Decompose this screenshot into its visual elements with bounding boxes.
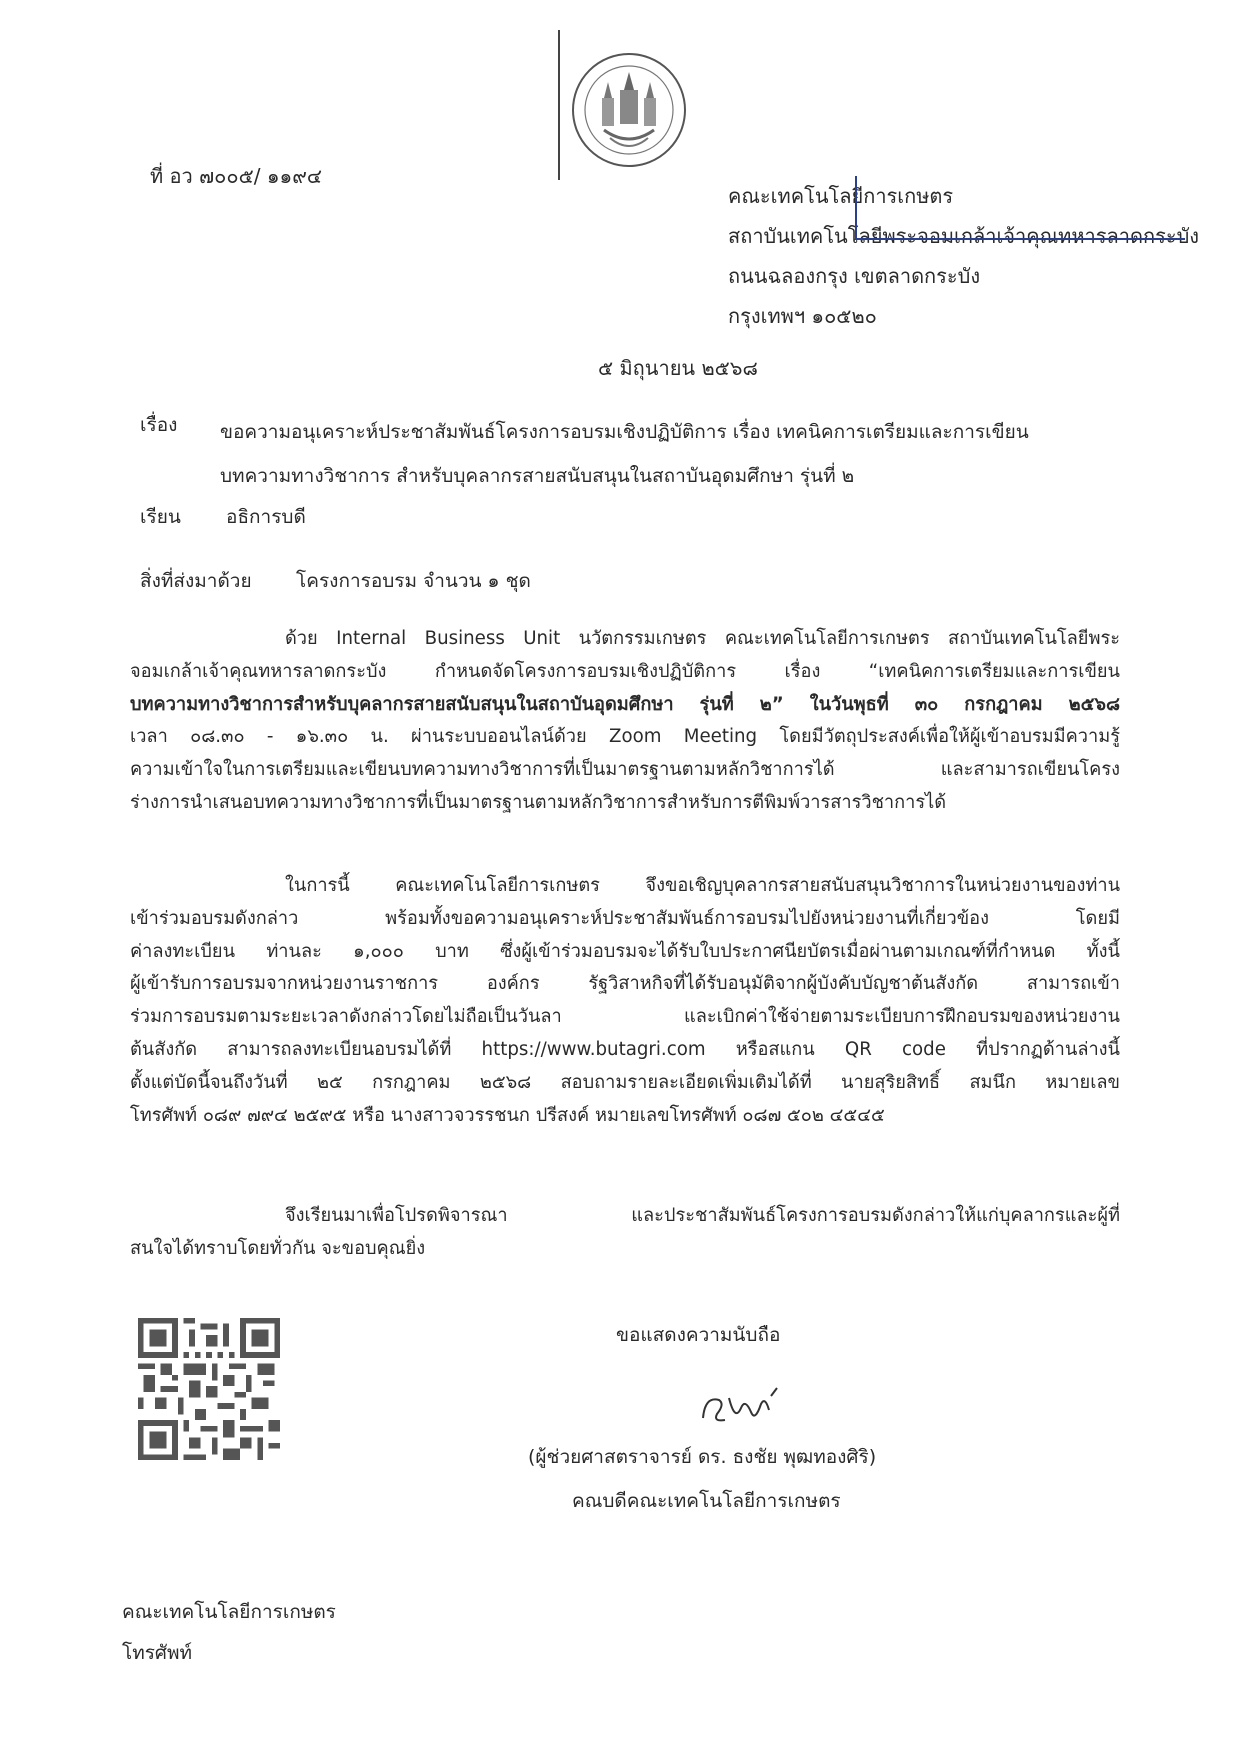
subject-text (220, 410, 1029, 498)
paragraph-line: ความเข้าใจในการเตรียมและเขียนบทความทางวิชาการที่เป็นมาตรฐานตามหลักวิชาการได้ และสามารถเขียนโครง (130, 759, 1120, 781)
recipient-label: เรียน (140, 506, 181, 528)
paragraph-intro (130, 623, 1120, 820)
signer-position: คณบดีคณะเทคโนโลยีการเกษตร (572, 1490, 841, 1512)
paragraph-line: เวลา ๐๘.๓๐ - ๑๖.๓๐ น. ผ่านระบบออนไลน์ด้วย Zoom Meeting โดยมีวัตถุประสงค์เพื่อให้ผู้เข้าอบรมมีความรู้ (130, 726, 1120, 748)
sender-line: คณะเทคโนโลยีการเกษตร (728, 184, 954, 208)
paragraph-line: ค่าลงทะเบียน ท่านละ ๑,๐๐๐ บาท ซึ่งผู้เข้าร่วมอบรมจะได้รับใบประกาศนียบัตรเมื่อผ่านตามเกณฑ์ที่กำหนด ทั้งนี้ (130, 940, 1120, 962)
paragraph-line: สนใจได้ทราบโดยทั่วกัน จะขอบคุณยิ่ง (130, 1237, 426, 1259)
subject-line: บทความทางวิชาการ สำหรับบุคลากรสายสนับสนุนในสถาบันอุดมศึกษา รุ่นที่ ๒ (220, 465, 855, 487)
paragraph-line: โทรศัพท์ ๐๘๙ ๗๙๔ ๒๕๙๕ หรือ นางสาวจวรรชนก ปรีสงค์ หมายเลขโทรศัพท์ ๐๘๗ ๕๐๒ ๔๕๔๕ (130, 1104, 885, 1126)
letter-date: ๕ มิถุนายน ๒๕๖๘ (598, 356, 758, 380)
paragraph-line: จึงเรียนมาเพื่อโปรดพิจารณา และประชาสัมพันธ์โครงการอบรมดังกล่าวให้แก่บุคลากรและผู้ที่ (285, 1205, 1120, 1226)
enclosure-value: โครงการอบรม จำนวน ๑ ชุด (296, 570, 531, 592)
paragraph-line: ร่วมการอบรมตามระยะเวลาดังกล่าวโดยไม่ถือเป็นวันลา และเบิกค่าใช้จ่ายตามระเบียบการฝึกอบรมของหน่วยงาน (130, 1006, 1120, 1028)
enclosure-row (140, 566, 531, 596)
registration-qr-code (138, 1318, 280, 1460)
subject-label: เรื่อง (140, 414, 178, 436)
sender-line: สถาบันเทคโนโลยีพระจอมเกล้าเจ้าคุณทหารลาดกระบัง (728, 224, 1200, 248)
footer-line: โทรศัพท์ (122, 1642, 193, 1664)
paragraph-line: จอมเกล้าเจ้าคุณทหารลาดกระบัง กำหนดจัดโครงการอบรมเชิงปฏิบัติการ เรื่อง “เทคนิคการเตรียมและการเขียน (130, 660, 1120, 682)
document-number: ที่ อว ๗๐๐๕/ ๑๑๙๔ (150, 164, 323, 188)
paragraph-line: ต้นสังกัด สามารถลงทะเบียนอบรมได้ที่ https://www.butagri.com หรือสแกน QR code ที่ปรากฏด้านล่างนี้ (130, 1038, 1120, 1060)
footer-line: คณะเทคโนโลยีการเกษตร (122, 1601, 336, 1623)
university-seal-icon (568, 38, 690, 188)
paragraph-line: บทความทางวิชาการสำหรับบุคลากรสายสนับสนุนในสถาบันอุดมศึกษา รุ่นที่ ๒” ในวันพุธที่ ๓๐ กรกฎาคม ๒๕๖๘ (130, 693, 1120, 715)
enclosure-label: สิ่งที่ส่งมาด้วย (140, 570, 252, 592)
footer-contact (122, 1592, 336, 1674)
paragraph-line: เข้าร่วมอบรมดังกล่าว พร้อมทั้งขอความอนุเคราะห์ประชาสัมพันธ์การอบรมไปยังหน่วยงานที่เกี่ยวข้อง โดยมี (130, 907, 1120, 929)
paragraph-line: ในการนี้ คณะเทคโนโลยีการเกษตร จึงขอเชิญบุคลากรสายสนับสนุนวิชาการในหน่วยงานของท่าน (285, 875, 1120, 896)
paragraph-closing (130, 1200, 1120, 1266)
recipient-row (140, 502, 306, 532)
pen-bracket-mark (855, 176, 1185, 240)
signer-name: (ผู้ช่วยศาสตราจารย์ ดร. ธงชัย พุฒทองศิริ) (528, 1446, 877, 1468)
paragraph-line: ผู้เข้ารับการอบรมจากหน่วยงานราชการ องค์กร รัฐวิสาหกิจที่ได้รับอนุมัติจากผู้บังคับบัญชาต้นสังกัด สามารถเข้า (130, 973, 1120, 995)
handwritten-signature (695, 1378, 795, 1438)
sender-line: กรุงเทพฯ ๑๐๕๒๐ (728, 304, 877, 328)
sender-line: ถนนฉลองกรุง เขตลาดกระบัง (728, 264, 981, 288)
paragraph-invitation (130, 870, 1120, 1132)
subject-line: ขอความอนุเคราะห์ประชาสัมพันธ์โครงการอบรมเชิงปฏิบัติการ เรื่อง เทคนิคการเตรียมและการเขียน (220, 421, 1029, 443)
recipient-value: อธิการบดี (226, 506, 306, 528)
paragraph-line: ด้วย Internal Business Unit นวัตกรรมเกษตร คณะเทคโนโลยีการเกษตร สถาบันเทคโนโลยีพระ (285, 628, 1120, 649)
closing-salutation: ขอแสดงความนับถือ (616, 1324, 781, 1346)
paragraph-line: ตั้งแต่บัดนี้จนถึงวันที่ ๒๕ กรกฎาคม ๒๕๖๘ สอบถามรายละเอียดเพิ่มเติมได้ที่ นายสุริยสิทธิ์ สมนึก หมายเลข (130, 1071, 1120, 1093)
paragraph-line: ร่างการนำเสนอบทความทางวิชาการที่เป็นมาตรฐานตามหลักวิชาการสำหรับการตีพิมพ์วารสารวิชาการได้ (130, 791, 947, 813)
